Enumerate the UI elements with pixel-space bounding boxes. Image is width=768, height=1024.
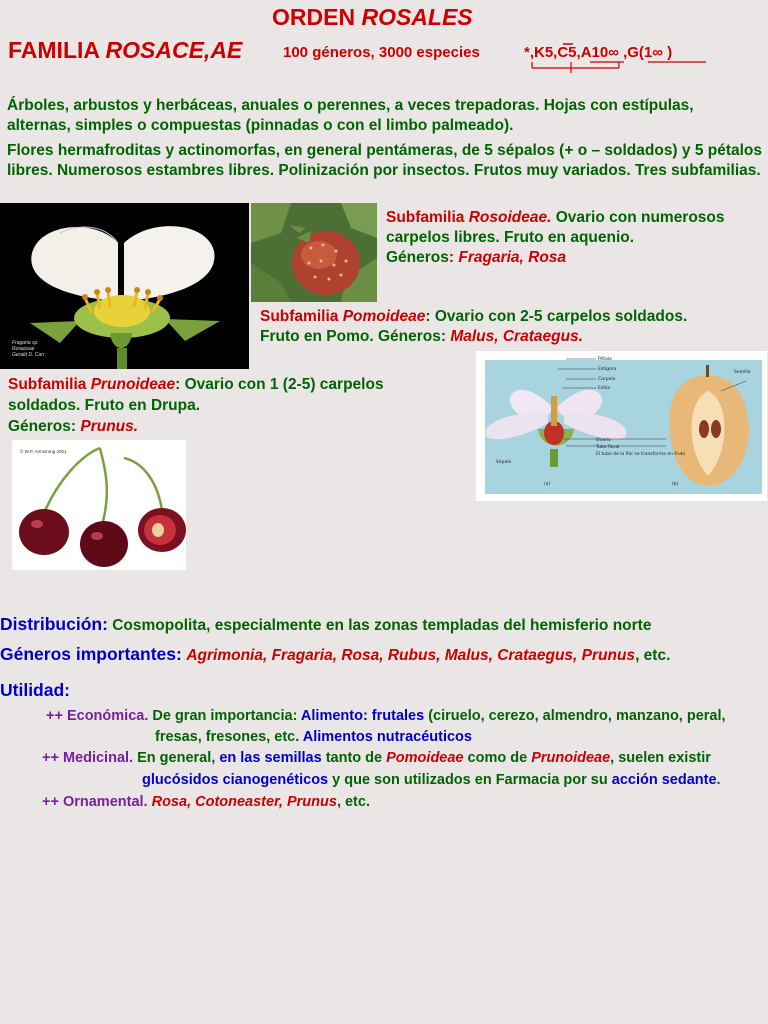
prunoideae-genera-label: Géneros: [8, 418, 81, 435]
pomoideae-name: Pomoideae [342, 308, 426, 325]
flower-section-diagram [476, 351, 767, 501]
family-name: ROSACE,AE [105, 37, 243, 63]
rosoideae-genera: Fragaria, Rosa [454, 249, 567, 266]
medicinal-t6: . [716, 772, 721, 788]
title-prefix: ORDEN [272, 4, 362, 30]
ornamental-bullet: ++ Ornamental. [42, 794, 148, 810]
family-counts: 100 géneros, 3000 especies [283, 44, 480, 61]
medicinal-b1: en las semillas [219, 750, 322, 766]
family-prefix: FAMILIA [8, 37, 106, 63]
cherry-caption: © W.P. Armstrong 2001 [20, 449, 67, 454]
economica-bullet: ++ Económica. [46, 708, 149, 724]
diagram-label-7: Sépalo [496, 460, 512, 465]
generos-list: Agrimonia, Fragaria, Rosa, Rubus, Malus, Crataegus, Prunus [186, 647, 636, 664]
utilidad-medicinal-2 [142, 770, 721, 791]
pomoideae-label: Subfamilia [260, 308, 343, 325]
generos-line [0, 644, 670, 666]
pomoideae-genera: Malus, Crataegus. [450, 328, 583, 345]
strawberry-fruit-image [251, 203, 377, 302]
distribucion-text: Cosmopolita, especialmente en las zonas templadas del hemisferio norte [107, 617, 652, 634]
strawberry-flower-image [0, 203, 249, 369]
diagram-label-5: Tubo floral [596, 445, 620, 450]
pomoideae-text [260, 307, 760, 347]
diagram-label-3: Estilo [598, 386, 611, 391]
utilidad-economica-2 [155, 727, 472, 748]
pomoideae-desc: : Ovario con 2-5 carpelos soldados. [425, 308, 688, 325]
flower-caption-2: Rosaceae [12, 346, 35, 352]
diagram-panel-a: (a) [544, 482, 551, 487]
medicinal-t1: En general, [133, 750, 220, 766]
intro-paragraph-2: Flores hermafroditas y actinomorfas, en general pentámeras, de 5 sépalos (+ o – soldados) y 5 pétalos libres. Numerosos estambres libres. Polinización por insectos. Frutos muy variados. Tres subfamilias. [7, 142, 763, 179]
prunoideae-genera: Prunus. [80, 418, 139, 435]
rosoideae-colon: : [448, 249, 455, 266]
title-name: ROSALES [361, 4, 473, 30]
economica-t3: fresas, fresones, etc. [155, 729, 303, 745]
rosoideae-genera-label: Géneros [386, 249, 449, 266]
medicinal-t5: y que son utilizados en Farmacia por su [328, 772, 612, 788]
rosoideae-name: Rosoideae. [468, 209, 552, 226]
flower-caption-3: Gerald D. Carr [12, 352, 45, 358]
pomoideae-line2: Fruto en Pomo. Géneros: [260, 328, 451, 345]
utilidad-economica [46, 706, 726, 727]
diagram-label-0: Pétalo [598, 357, 612, 362]
generos-label: Géneros importantes: [0, 644, 182, 664]
medicinal-b2: glucósidos cianogenéticos [142, 772, 329, 788]
utilidad-ornamental [42, 792, 370, 813]
diagram-label-4: Ovario [596, 438, 611, 443]
page-title [272, 4, 473, 31]
medicinal-r1: Pomoideae [386, 750, 464, 766]
family-heading [8, 37, 242, 64]
prunoideae-text [8, 374, 428, 437]
diagram-label-1: Estigma [598, 367, 617, 372]
diagram-label-8: Semilla [734, 370, 751, 375]
medicinal-b3: acción sedante [611, 772, 717, 788]
utilidad-label: Utilidad: [0, 680, 70, 700]
diagram-label-6: El tubo de la flor se transforma en fruto [596, 452, 686, 457]
medicinal-t4: , suelen existir [610, 750, 711, 766]
ornamental-r1: Rosa, Cotoneaster, Prunus [147, 794, 337, 810]
prunoideae-desc: : Ovario con 1 (2-5) carpelos soldados. Fruto en Drupa. [8, 376, 384, 414]
prunoideae-label: Subfamilia [8, 376, 91, 393]
rosoideae-label: Subfamilia [386, 209, 469, 226]
generos-etc: , etc. [635, 647, 671, 664]
economica-b2: Alimentos nutracéuticos [302, 729, 472, 745]
prunoideae-name: Prunoideae [90, 376, 176, 393]
economica-t1: De gran importancia: [148, 708, 301, 724]
flower-caption-1: Fragaria sp. [12, 340, 39, 346]
utilidad-medicinal [42, 748, 711, 769]
medicinal-bullet: ++ Medicinal. [42, 750, 134, 766]
floral-formula: *,K5,C5,A10∞ ,G(1∞ ) [524, 44, 673, 61]
distribucion-line [0, 614, 651, 636]
formula-bracket [524, 42, 714, 74]
cherry-image [12, 440, 186, 570]
economica-t2: (ciruelo, cerezo, almendro, manzano, peral, [424, 708, 726, 724]
economica-b1: Alimento: frutales [300, 708, 425, 724]
medicinal-t2: tanto de [321, 750, 387, 766]
rosoideae-text [386, 208, 766, 268]
intro-paragraph-1: Árboles, arbustos y herbáceas, anuales o perennes, a veces trepadoras. Hojas con estípulas, alternas, simples o compuestas (pinnadas o con el limbo palmeado). [7, 97, 694, 134]
medicinal-r2: Prunoideae [531, 750, 611, 766]
diagram-label-2: Carpelo [598, 377, 616, 382]
distribucion-label: Distribución: [0, 614, 108, 634]
ornamental-t1: , etc. [336, 794, 370, 810]
medicinal-t3: como de [463, 750, 532, 766]
rosoideae-desc: Ovario con numerosos carpelos libres. Fruto en aquenio. [386, 209, 725, 246]
diagram-panel-b: (b) [672, 482, 679, 487]
